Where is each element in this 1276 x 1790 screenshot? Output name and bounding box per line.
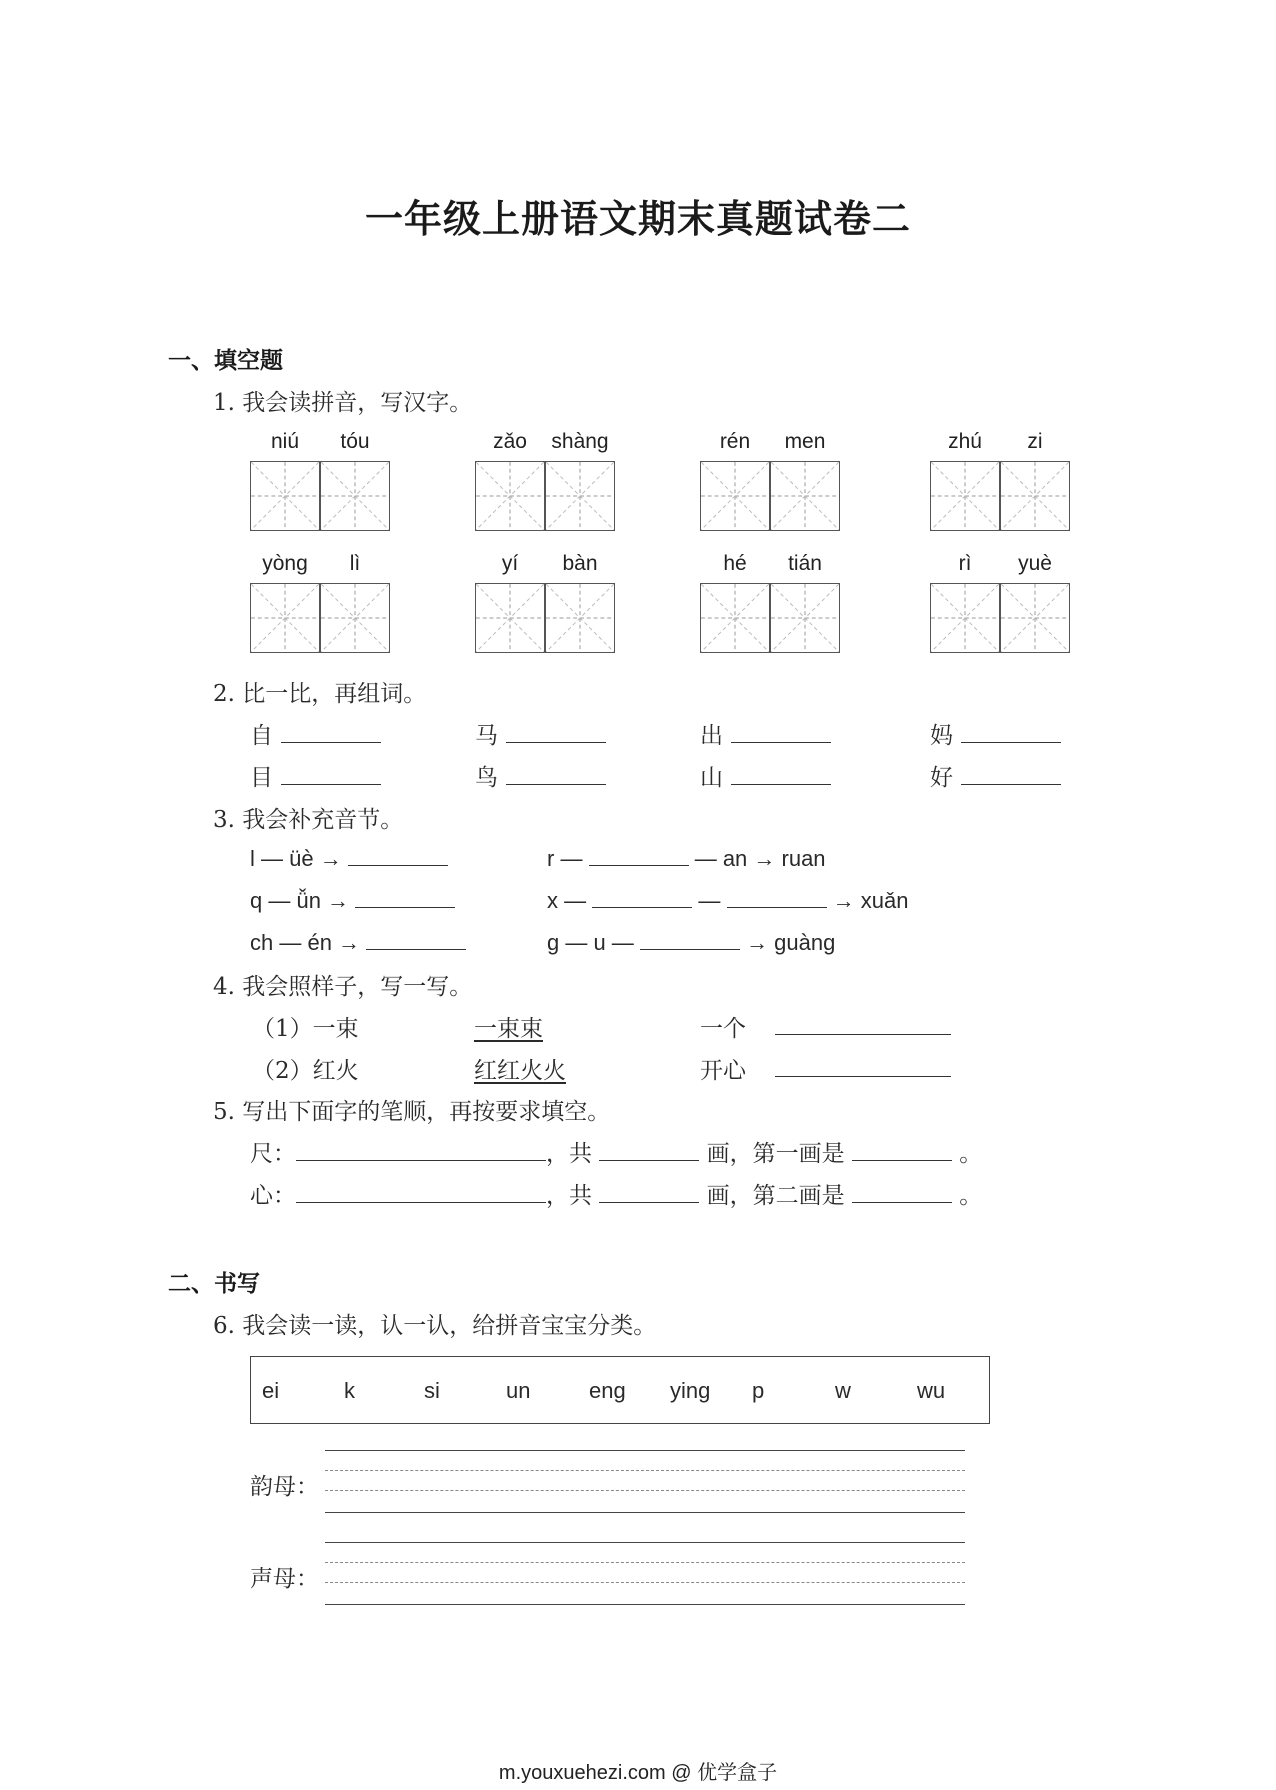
- compare-item: [700, 717, 831, 750]
- stroke-order-blank[interactable]: [296, 1180, 546, 1203]
- pinyin-syllable: yí: [501, 552, 519, 575]
- pinyin-syllable: lì: [349, 552, 361, 575]
- writing-line: [325, 1582, 965, 1583]
- answer-blank[interactable]: [775, 1054, 951, 1077]
- compare-char: 出: [700, 723, 723, 749]
- writing-line[interactable]: [325, 1542, 965, 1543]
- example-label: （1）一束: [252, 1016, 359, 1042]
- tianzi-grid-cell[interactable]: [250, 583, 320, 653]
- pinyin-letter: eng: [589, 1378, 626, 1403]
- writing-line[interactable]: [325, 1512, 965, 1513]
- tianzi-grid-cell[interactable]: [545, 461, 615, 531]
- task-word: 开心: [700, 1058, 746, 1084]
- syllable-text: ch — én →: [250, 930, 361, 955]
- stroke-count-label: ，共: [546, 1183, 592, 1209]
- question-4-prompt: 4. 我会照样子，写一写。: [213, 974, 473, 1000]
- example-answer: 一束束: [474, 1016, 543, 1042]
- syllable-row-2-right: [547, 885, 908, 914]
- answer-blank[interactable]: [348, 843, 448, 866]
- stroke-count-blank[interactable]: [599, 1138, 699, 1161]
- tianzi-grid-cell[interactable]: [770, 583, 840, 653]
- question-5-prompt: 5. 写出下面字的笔顺，再按要求填空。: [213, 1099, 611, 1125]
- pinyin-letter: ying: [670, 1378, 711, 1403]
- answer-blank[interactable]: [281, 720, 381, 743]
- yunmu-label: 韵母：: [250, 1474, 319, 1500]
- syllable-text: g — u —: [547, 930, 634, 955]
- pinyin-syllable: yòng: [262, 552, 308, 575]
- syllable-text: x —: [547, 888, 587, 913]
- page-title: 一年级上册语文期末真题试卷二: [364, 197, 911, 241]
- pinyin-letter: si: [424, 1378, 440, 1403]
- syllable-row-2-left: [250, 885, 455, 914]
- answer-blank[interactable]: [775, 1012, 951, 1035]
- answer-blank[interactable]: [731, 720, 831, 743]
- pinyin-syllable: yuè: [1018, 552, 1052, 575]
- answer-blank[interactable]: [640, 927, 740, 950]
- question-6-prompt: 6. 我会读一读，认一认，给拼音宝宝分类。: [213, 1313, 657, 1339]
- pinyin-syllable: zi: [1027, 430, 1043, 453]
- writing-line[interactable]: [325, 1604, 965, 1605]
- compare-char: 好: [930, 765, 953, 791]
- compare-item: [250, 759, 381, 792]
- answer-blank[interactable]: [506, 762, 606, 785]
- shengmu-label: 声母：: [250, 1566, 319, 1592]
- stroke-count-blank[interactable]: [599, 1180, 699, 1203]
- tianzi-grid-cell[interactable]: [700, 461, 770, 531]
- tianzi-grid-cell[interactable]: [1000, 583, 1070, 653]
- pinyin-letter: w: [835, 1378, 851, 1403]
- pinyin-syllable: rén: [719, 430, 751, 453]
- compare-char: 鸟: [475, 765, 498, 791]
- stroke-char: 尺：: [250, 1141, 296, 1167]
- syllable-text: → guàng: [746, 930, 836, 955]
- tianzi-grid-cell[interactable]: [475, 583, 545, 653]
- answer-blank[interactable]: [355, 885, 455, 908]
- pinyin-syllable: rì: [958, 552, 972, 575]
- compare-item: [700, 759, 831, 792]
- example-label: （2）红火: [252, 1058, 359, 1084]
- compare-char: 山: [700, 765, 723, 791]
- question-3-prompt: 3. 我会补充音节。: [213, 807, 404, 833]
- syllable-row-1-right: [547, 843, 826, 872]
- pinyin-syllable: zǎo: [493, 430, 527, 453]
- tianzi-grid-cell[interactable]: [320, 461, 390, 531]
- footer-source: m.youxuehezi.com @ 优学盒子: [498, 1762, 778, 1784]
- pinyin-syllable: tóu: [340, 430, 370, 453]
- stroke-end: 。: [959, 1141, 983, 1167]
- compare-item: [250, 717, 381, 750]
- stroke-which-label: 画，第二画是: [706, 1183, 845, 1209]
- compare-char: 目: [250, 765, 273, 791]
- tianzi-grid-cell[interactable]: [930, 583, 1000, 653]
- tianzi-grid-cell[interactable]: [930, 461, 1000, 531]
- stroke-row-1: [250, 1135, 982, 1168]
- question-1-prompt: 1. 我会读拼音，写汉字。: [213, 390, 473, 416]
- tianzi-grid-cell[interactable]: [700, 583, 770, 653]
- answer-blank[interactable]: [961, 762, 1061, 785]
- syllable-row-1-left: [250, 843, 448, 872]
- tianzi-grid-cell[interactable]: [1000, 461, 1070, 531]
- syllable-text: l — üè →: [250, 846, 342, 871]
- answer-blank[interactable]: [506, 720, 606, 743]
- stroke-which-label: 画，第一画是: [706, 1141, 845, 1167]
- tianzi-grid-cell[interactable]: [320, 583, 390, 653]
- pinyin-syllable: niú: [270, 430, 300, 453]
- syllable-text: q — ǚn →: [250, 888, 350, 913]
- tianzi-grid-cell[interactable]: [250, 461, 320, 531]
- writing-line[interactable]: [325, 1450, 965, 1451]
- compare-char: 马: [475, 723, 498, 749]
- pinyin-letter: ei: [262, 1378, 280, 1403]
- section-heading-writing: 二、书写: [168, 1271, 260, 1297]
- syllable-text: — an → ruan: [694, 846, 826, 871]
- tianzi-grid-cell[interactable]: [545, 583, 615, 653]
- pinyin-letter: un: [506, 1378, 531, 1403]
- writing-line: [325, 1562, 965, 1563]
- syllable-row-3-left: [250, 927, 466, 956]
- tianzi-grid-cell[interactable]: [770, 461, 840, 531]
- pinyin-syllable: men: [784, 430, 826, 453]
- example-answer: 红红火火: [474, 1058, 566, 1084]
- compare-char: 自: [250, 723, 273, 749]
- syllable-text: → xuǎn: [832, 888, 909, 913]
- compare-item: [930, 717, 1061, 750]
- stroke-end: 。: [959, 1183, 983, 1209]
- syllable-text: r —: [547, 846, 583, 871]
- pinyin-syllable: shàng: [551, 430, 609, 453]
- pinyin-letter: wu: [917, 1378, 946, 1403]
- pinyin-syllable: hé: [723, 552, 747, 575]
- answer-blank[interactable]: [281, 762, 381, 785]
- stroke-which-blank[interactable]: [852, 1180, 952, 1203]
- task-word: 一个: [700, 1016, 746, 1042]
- answer-blank[interactable]: [589, 843, 689, 866]
- pinyin-letter: p: [752, 1378, 765, 1403]
- answer-blank[interactable]: [727, 885, 827, 908]
- compare-item: [930, 759, 1061, 792]
- question-2-prompt: 2. 比一比，再组词。: [213, 681, 427, 707]
- stroke-row-2: [250, 1177, 982, 1210]
- pinyin-syllable: zhú: [948, 430, 982, 453]
- syllable-row-3-right: [547, 927, 835, 956]
- pinyin-syllable: tián: [788, 552, 822, 575]
- answer-blank[interactable]: [592, 885, 692, 908]
- compare-item: [475, 717, 606, 750]
- tianzi-grid-cell[interactable]: [475, 461, 545, 531]
- writing-line: [325, 1470, 965, 1471]
- syllable-text: —: [698, 888, 721, 913]
- stroke-char: 心：: [250, 1183, 296, 1209]
- stroke-which-blank[interactable]: [852, 1138, 952, 1161]
- answer-blank[interactable]: [731, 762, 831, 785]
- compare-item: [475, 759, 606, 792]
- stroke-count-label: ，共: [546, 1141, 592, 1167]
- section-heading-fill-blanks: 一、填空题: [168, 348, 283, 374]
- pinyin-syllable: bàn: [562, 552, 598, 575]
- writing-line: [325, 1490, 965, 1491]
- compare-char: 妈: [930, 723, 953, 749]
- answer-blank[interactable]: [366, 927, 466, 950]
- answer-blank[interactable]: [961, 720, 1061, 743]
- pinyin-letter: k: [344, 1378, 355, 1403]
- stroke-order-blank[interactable]: [296, 1138, 546, 1161]
